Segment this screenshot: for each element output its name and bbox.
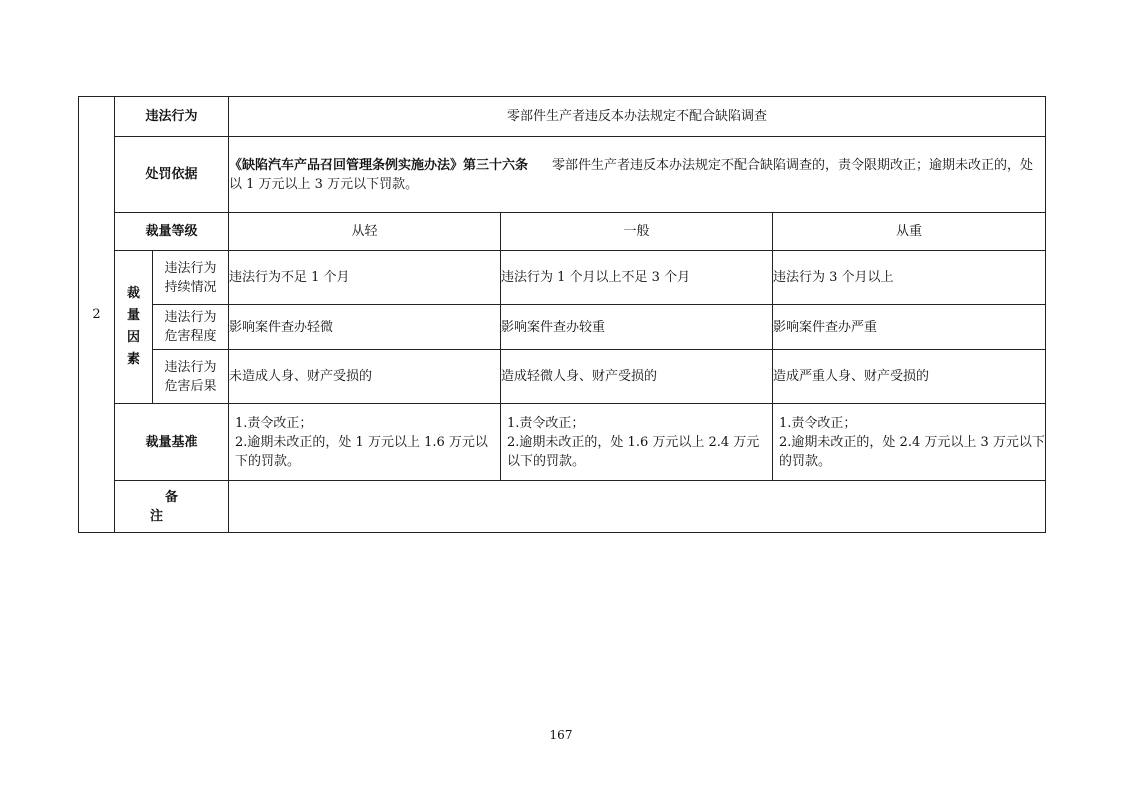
factors-char-1: 裁 xyxy=(126,286,140,301)
factors-group-label xyxy=(115,251,153,404)
remarks-label: 备注 xyxy=(115,481,229,533)
factor-consequence-heavy: 造成严重人身、财产受损的 xyxy=(773,350,1046,404)
penalty-basis-text: 零部件生产者违反本办法规定不配合缺陷调查的，责令限期改正；逾期未改正的，处以 1 万元以上 3 万元以下罚款。 xyxy=(229,157,1034,192)
factor-duration-heavy: 违法行为 3 个月以上 xyxy=(773,251,1046,305)
remarks-row xyxy=(79,481,1046,533)
page-number: 167 xyxy=(549,728,573,742)
factor-degree-normal: 影响案件查办较重 xyxy=(501,305,773,350)
violation-row xyxy=(79,97,1046,137)
standard-normal: 1.责令改正； 2.逾期未改正的，处 1.6 万元以上 2.4 万元以下的罚款。 xyxy=(501,404,773,481)
factors-char-3: 因 xyxy=(126,330,140,345)
levels-label: 裁量等级 xyxy=(115,213,229,251)
discretion-table xyxy=(78,96,1046,533)
factor-row-duration xyxy=(79,251,1046,305)
penalty-basis-label: 处罚依据 xyxy=(115,137,229,213)
standard-light: 1.责令改正； 2.逾期未改正的，处 1 万元以上 1.6 万元以下的罚款。 xyxy=(229,404,501,481)
factor-consequence-normal: 造成轻微人身、财产受损的 xyxy=(501,350,773,404)
factor-consequence-light: 未造成人身、财产受损的 xyxy=(229,350,501,404)
factor-row-consequence xyxy=(79,350,1046,404)
level-heavy: 从重 xyxy=(773,213,1046,251)
factor-duration-normal: 违法行为 1 个月以上不足 3 个月 xyxy=(501,251,773,305)
violation-value: 零部件生产者违反本办法规定不配合缺陷调查 xyxy=(229,97,1046,137)
standard-heavy: 1.责令改正； 2.逾期未改正的，处 2.4 万元以上 3 万元以下的罚款。 xyxy=(773,404,1046,481)
factor-name-duration: 违法行为 持续情况 xyxy=(153,251,229,305)
penalty-basis-row xyxy=(79,137,1046,213)
level-light: 从轻 xyxy=(229,213,501,251)
factors-char-2: 量 xyxy=(126,308,140,323)
factor-name-consequence: 违法行为 危害后果 xyxy=(153,350,229,404)
factor-degree-heavy: 影响案件查办严重 xyxy=(773,305,1046,350)
factor-duration-light: 违法行为不足 1 个月 xyxy=(229,251,501,305)
factor-row-degree xyxy=(79,305,1046,350)
violation-label: 违法行为 xyxy=(115,97,229,137)
row-number: 2 xyxy=(79,97,115,533)
penalty-basis-citation: 《缺陷汽车产品召回管理条例实施办法》第三十六条 xyxy=(229,157,529,173)
penalty-basis-cell xyxy=(229,137,1046,213)
factors-char-4: 素 xyxy=(126,352,140,367)
standard-row xyxy=(79,404,1046,481)
level-normal: 一般 xyxy=(501,213,773,251)
levels-row xyxy=(79,213,1046,251)
factor-degree-light: 影响案件查办轻微 xyxy=(229,305,501,350)
remarks-value xyxy=(229,481,1046,533)
factor-name-degree: 违法行为 危害程度 xyxy=(153,305,229,350)
standard-label: 裁量基准 xyxy=(115,404,229,481)
